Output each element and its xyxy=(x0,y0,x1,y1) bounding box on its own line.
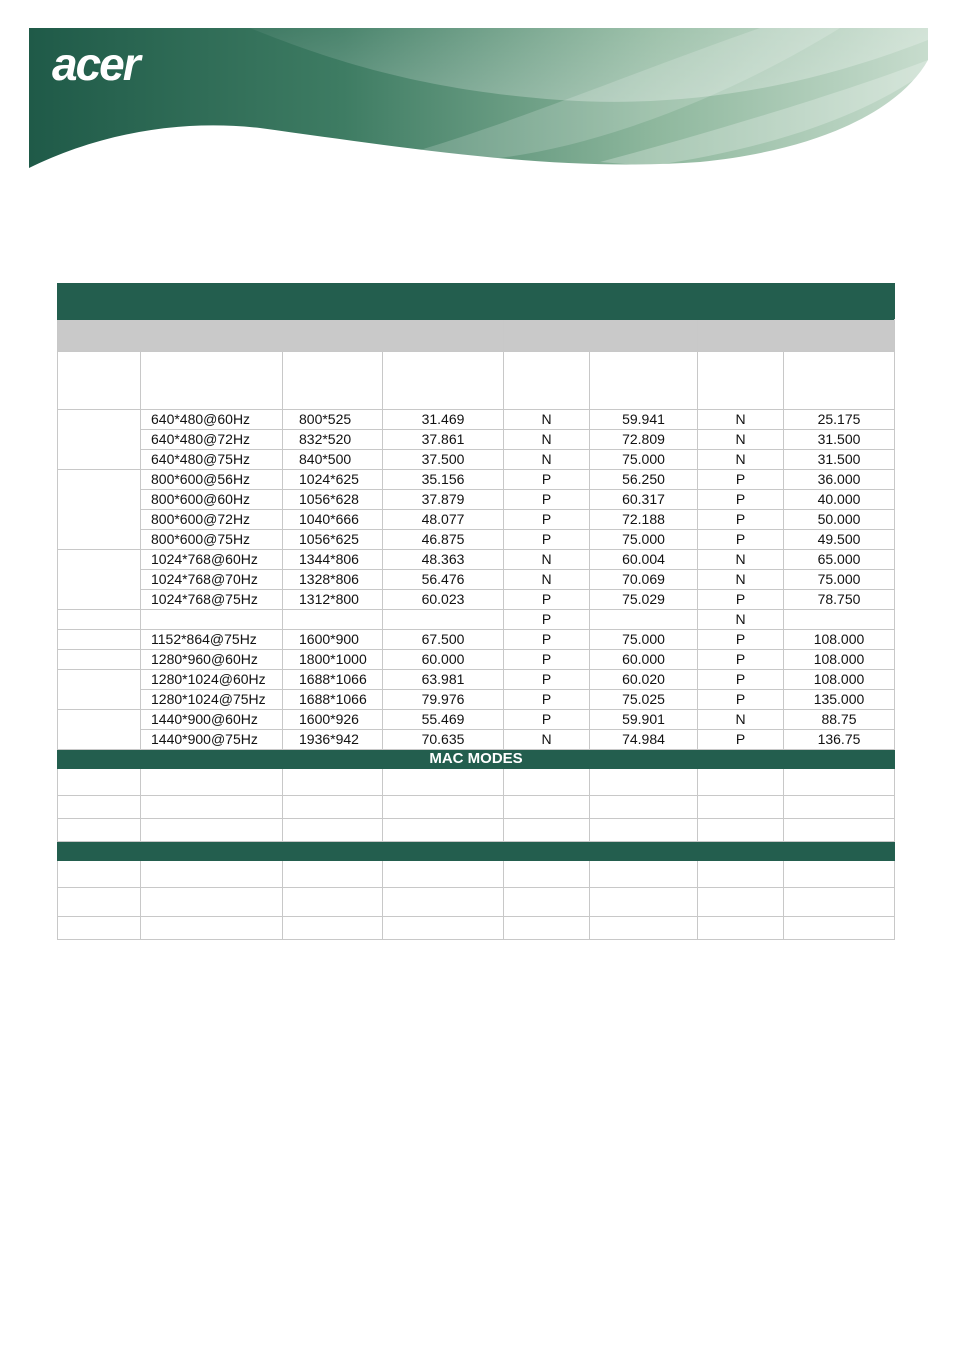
table-cell: 1024*625 xyxy=(283,470,383,490)
table-cell: P xyxy=(698,510,784,530)
table-cell xyxy=(698,917,784,940)
empty-row xyxy=(58,861,895,888)
table-cell: N xyxy=(698,570,784,590)
table-row xyxy=(58,450,895,470)
table-cell: 74.984 xyxy=(590,730,698,750)
table-cell: 49.500 xyxy=(784,530,895,550)
table-cell xyxy=(698,819,784,842)
table-cell: 1152*864@75Hz xyxy=(141,630,283,650)
table-row xyxy=(58,490,895,510)
table-cell: P xyxy=(504,650,590,670)
table-cell: P xyxy=(504,710,590,730)
table-cell: 70.635 xyxy=(383,730,504,750)
table-cell: P xyxy=(504,690,590,710)
mac-modes-title: MAC MODES xyxy=(58,750,895,769)
table-cell: 1328*806 xyxy=(283,570,383,590)
table-cell: P xyxy=(504,490,590,510)
table-cell: P xyxy=(698,630,784,650)
empty-row xyxy=(58,888,895,917)
table-cell xyxy=(504,888,590,917)
table-cell: 59.941 xyxy=(590,410,698,430)
table-cell: 640*480@75Hz xyxy=(141,450,283,470)
table-row xyxy=(58,650,895,670)
table-cell: N xyxy=(504,430,590,450)
table-cell: 832*520 xyxy=(283,430,383,450)
mode-group-cell xyxy=(58,610,141,630)
table-row xyxy=(58,470,895,490)
mode-group-cell xyxy=(58,650,141,670)
table-cell xyxy=(590,861,698,888)
table-cell: 50.000 xyxy=(784,510,895,530)
table-cell xyxy=(784,796,895,819)
table-cell xyxy=(784,819,895,842)
table-cell: N xyxy=(504,450,590,470)
table-cell: N xyxy=(504,410,590,430)
table-cell: 135.000 xyxy=(784,690,895,710)
table-cell: 79.976 xyxy=(383,690,504,710)
table-cell: 1936*942 xyxy=(283,730,383,750)
table-cell: P xyxy=(504,590,590,610)
table-cell xyxy=(283,861,383,888)
table-cell: N xyxy=(504,550,590,570)
table-cell: P xyxy=(698,470,784,490)
table-cell xyxy=(698,769,784,796)
mac-modes-bar xyxy=(58,750,895,769)
table-row xyxy=(58,570,895,590)
table-cell: 75.000 xyxy=(590,450,698,470)
table-cell xyxy=(141,888,283,917)
table-cell xyxy=(383,769,504,796)
table-cell xyxy=(383,819,504,842)
mode-group-cell xyxy=(58,410,141,470)
table-cell xyxy=(698,861,784,888)
table-cell: 108.000 xyxy=(784,630,895,650)
table-cell: P xyxy=(698,530,784,550)
table-cell: 1024*768@75Hz xyxy=(141,590,283,610)
table-cell xyxy=(504,861,590,888)
table-cell xyxy=(784,861,895,888)
table-row xyxy=(58,670,895,690)
table-cell xyxy=(141,917,283,940)
table-cell xyxy=(784,888,895,917)
table-row xyxy=(58,530,895,550)
table-cell xyxy=(383,917,504,940)
table-cell: 60.020 xyxy=(590,670,698,690)
table-row xyxy=(58,590,895,610)
table-cell: 1344*806 xyxy=(283,550,383,570)
table-cell: 63.981 xyxy=(383,670,504,690)
mode-group-cell xyxy=(58,670,141,710)
table-cell: P xyxy=(504,530,590,550)
table-cell: 1688*1066 xyxy=(283,670,383,690)
table-cell xyxy=(283,819,383,842)
table-cell xyxy=(590,769,698,796)
table-row xyxy=(58,550,895,570)
table-row xyxy=(58,410,895,430)
table-row xyxy=(58,630,895,650)
table-cell xyxy=(283,888,383,917)
table-cell xyxy=(283,769,383,796)
table-row xyxy=(58,690,895,710)
empty-row xyxy=(58,819,895,842)
table-cell xyxy=(504,769,590,796)
table-cell: P xyxy=(504,610,590,630)
table-cell: 60.004 xyxy=(590,550,698,570)
table-row xyxy=(58,610,895,630)
table-cell xyxy=(784,610,895,630)
table-cell: N xyxy=(698,710,784,730)
table-cell xyxy=(58,888,141,917)
table-cell: 1312*800 xyxy=(283,590,383,610)
table-cell: P xyxy=(504,630,590,650)
table-cell: P xyxy=(698,490,784,510)
table-cell: 1024*768@60Hz xyxy=(141,550,283,570)
table-cell: 108.000 xyxy=(784,670,895,690)
table-cell: 31.500 xyxy=(784,450,895,470)
table-cell: P xyxy=(504,510,590,530)
table-cell xyxy=(698,796,784,819)
table-cell: 800*600@75Hz xyxy=(141,530,283,550)
table-cell: 72.188 xyxy=(590,510,698,530)
table-cell: 78.750 xyxy=(784,590,895,610)
section-bar-cell xyxy=(58,842,895,861)
table-cell: 59.901 xyxy=(590,710,698,730)
mode-group-cell xyxy=(58,710,141,750)
table-column-header xyxy=(58,352,895,410)
table-cell: 48.077 xyxy=(383,510,504,530)
table-cell: 60.000 xyxy=(590,650,698,670)
table-cell xyxy=(141,610,283,630)
table-cell: N xyxy=(504,570,590,590)
table-cell: 1280*960@60Hz xyxy=(141,650,283,670)
mode-group-cell xyxy=(58,470,141,550)
table-row xyxy=(58,730,895,750)
table-cell: 70.069 xyxy=(590,570,698,590)
table-group-header xyxy=(58,320,895,352)
table-cell: 1600*900 xyxy=(283,630,383,650)
table-cell xyxy=(383,610,504,630)
table-cell xyxy=(141,769,283,796)
table-cell: P xyxy=(698,590,784,610)
table-cell: 1440*900@75Hz xyxy=(141,730,283,750)
table-cell xyxy=(784,917,895,940)
table-cell xyxy=(784,769,895,796)
table-cell: 800*525 xyxy=(283,410,383,430)
table-cell xyxy=(283,917,383,940)
table-cell: 60.000 xyxy=(383,650,504,670)
table-cell: 48.363 xyxy=(383,550,504,570)
empty-row xyxy=(58,917,895,940)
table-cell: 75.025 xyxy=(590,690,698,710)
table-cell: N xyxy=(698,550,784,570)
table-cell: 25.175 xyxy=(784,410,895,430)
table-cell: 37.861 xyxy=(383,430,504,450)
table-cell: P xyxy=(698,690,784,710)
table-cell: 31.500 xyxy=(784,430,895,450)
table-cell: 56.250 xyxy=(590,470,698,490)
table-cell: 800*600@72Hz xyxy=(141,510,283,530)
table-cell: 1040*666 xyxy=(283,510,383,530)
table-row xyxy=(58,430,895,450)
table-cell xyxy=(141,819,283,842)
table-title-bar xyxy=(58,284,895,320)
table-cell xyxy=(58,917,141,940)
table-cell xyxy=(58,819,141,842)
table-cell xyxy=(58,769,141,796)
table-cell xyxy=(590,917,698,940)
table-cell: 65.000 xyxy=(784,550,895,570)
table-cell: 36.000 xyxy=(784,470,895,490)
table-cell: 800*600@60Hz xyxy=(141,490,283,510)
table-cell xyxy=(141,796,283,819)
section-bar xyxy=(58,842,895,861)
table-cell xyxy=(590,819,698,842)
table-cell: 60.023 xyxy=(383,590,504,610)
table-cell: 108.000 xyxy=(784,650,895,670)
empty-row xyxy=(58,769,895,796)
table-cell xyxy=(504,796,590,819)
table-cell xyxy=(590,610,698,630)
table-cell: 640*480@60Hz xyxy=(141,410,283,430)
table-cell: 56.476 xyxy=(383,570,504,590)
acer-logo: acer xyxy=(52,38,139,90)
table-cell: N xyxy=(698,410,784,430)
table-cell: 840*500 xyxy=(283,450,383,470)
table-cell xyxy=(504,819,590,842)
table-cell: 800*600@56Hz xyxy=(141,470,283,490)
table-cell: 40.000 xyxy=(784,490,895,510)
table-cell: P xyxy=(698,670,784,690)
table-cell xyxy=(383,888,504,917)
table-cell: N xyxy=(698,430,784,450)
table-cell: P xyxy=(504,470,590,490)
table-cell: 75.000 xyxy=(784,570,895,590)
table-row xyxy=(58,710,895,730)
table-cell: 1440*900@60Hz xyxy=(141,710,283,730)
timing-table xyxy=(57,283,895,940)
table-cell: 75.029 xyxy=(590,590,698,610)
table-cell: 1800*1000 xyxy=(283,650,383,670)
table-cell xyxy=(383,861,504,888)
table-cell: 55.469 xyxy=(383,710,504,730)
table-cell: 1600*926 xyxy=(283,710,383,730)
table-cell: 88.75 xyxy=(784,710,895,730)
table-cell: P xyxy=(698,650,784,670)
table-cell: N xyxy=(698,450,784,470)
table-cell: 640*480@72Hz xyxy=(141,430,283,450)
table-cell: 1056*625 xyxy=(283,530,383,550)
table-cell: P xyxy=(504,670,590,690)
table-cell: 37.879 xyxy=(383,490,504,510)
table-cell xyxy=(504,917,590,940)
table-cell xyxy=(141,861,283,888)
table-cell: P xyxy=(698,730,784,750)
table-cell: N xyxy=(504,730,590,750)
table-cell xyxy=(590,796,698,819)
mode-group-cell xyxy=(58,550,141,610)
mode-group-cell xyxy=(58,630,141,650)
table-cell: N xyxy=(698,610,784,630)
empty-row xyxy=(58,796,895,819)
table-cell: 75.000 xyxy=(590,530,698,550)
table-cell: 1280*1024@60Hz xyxy=(141,670,283,690)
table-cell: 35.156 xyxy=(383,470,504,490)
table-cell xyxy=(283,796,383,819)
table-cell xyxy=(58,796,141,819)
table-cell: 46.875 xyxy=(383,530,504,550)
table-cell: 31.469 xyxy=(383,410,504,430)
table-cell xyxy=(590,888,698,917)
table-cell: 1056*628 xyxy=(283,490,383,510)
table-cell: 1280*1024@75Hz xyxy=(141,690,283,710)
table-cell xyxy=(698,888,784,917)
table-cell: 1688*1066 xyxy=(283,690,383,710)
table-cell xyxy=(58,861,141,888)
table-cell xyxy=(283,610,383,630)
table-cell: 60.317 xyxy=(590,490,698,510)
table-cell: 67.500 xyxy=(383,630,504,650)
table-cell xyxy=(383,796,504,819)
table-cell: 1024*768@70Hz xyxy=(141,570,283,590)
header-banner xyxy=(0,0,954,200)
table-cell: 75.000 xyxy=(590,630,698,650)
table-cell: 136.75 xyxy=(784,730,895,750)
table-cell: 72.809 xyxy=(590,430,698,450)
table-row xyxy=(58,510,895,530)
table-cell: 37.500 xyxy=(383,450,504,470)
